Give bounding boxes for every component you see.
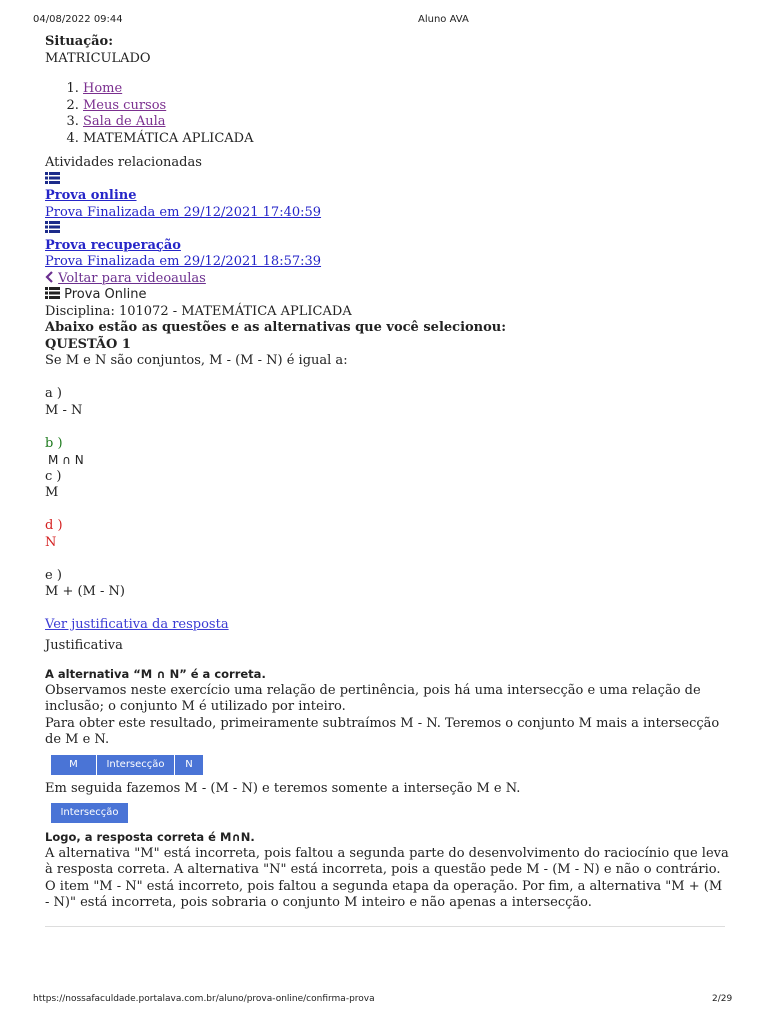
question-label: QUESTÃO 1 [45, 336, 131, 352]
divider [45, 926, 725, 927]
option-text: M [45, 485, 59, 500]
option-b [45, 436, 730, 469]
breadcrumb-current: 4. MATEMÁTICA APLICADA [83, 131, 730, 148]
back-to-videos-link[interactable]: Voltar para videoaulas [58, 270, 206, 286]
breadcrumb-item [83, 98, 730, 115]
chevron-left-icon [45, 271, 54, 283]
activity-title-link[interactable]: Prova recuperação [45, 237, 181, 253]
activity-status-link[interactable]: Prova Finalizada em 29/12/2021 17:40:59 [45, 204, 322, 220]
option-letter: d ) [45, 518, 63, 533]
print-title: Aluno AVA [418, 14, 469, 25]
diagram-segment-m: M [51, 755, 97, 775]
list-icon [45, 172, 60, 184]
print-date: 04/08/2022 09:44 [33, 14, 123, 25]
diagram-segment-intersection: Intersecção [51, 803, 128, 823]
option-text: M - N [45, 402, 83, 418]
option-a [45, 386, 730, 419]
list-icon [45, 287, 60, 299]
option-letter: c ) [45, 468, 62, 484]
diagram-segment-intersection: Intersecção [97, 755, 175, 775]
option-d [45, 518, 730, 551]
back-link-row [45, 271, 730, 288]
exam-title-row [45, 287, 730, 304]
option-text: N [45, 534, 57, 550]
situacao-value: MATRICULADO [45, 50, 151, 66]
justification-paragraph: Observamos neste exercício uma relação de pertinência, pois há uma intersecção e uma relação de inclusão; o conjunto M é utilizado por inteiro. [45, 682, 701, 714]
set-diagram [51, 755, 730, 775]
option-letter: e ) [45, 567, 62, 583]
breadcrumb-courses-link[interactable]: Meus cursos [83, 97, 167, 113]
exam-title: Prova Online [64, 287, 147, 302]
justification-paragraph: Para obter este resultado, primeiramente subtraímos M - N. Teremos o conjunto M mais a intersecção de M e N. [45, 715, 720, 747]
activity-title-link[interactable]: Prova online [45, 188, 137, 203]
breadcrumb-home-link[interactable]: Home [83, 81, 123, 96]
justification-block [45, 666, 730, 912]
breadcrumb-item [83, 114, 730, 131]
intersection-diagram [51, 803, 730, 823]
show-justification-link[interactable]: Ver justificativa da resposta [45, 617, 229, 632]
print-url: https://nossafaculdade.portalava.com.br/aluno/prova-online/confirma-prova [33, 994, 375, 1004]
activity-item [45, 172, 730, 222]
print-page-number: 2/29 [712, 994, 733, 1004]
justification-paragraph: Em seguida fazemos M - (M - N) e teremos somente a interseção M e N. [45, 780, 521, 796]
breadcrumb-item [83, 81, 730, 98]
exam-intro: Abaixo estão as questões e as alternativas que você selecionou: [45, 320, 507, 335]
conclusion: Logo, a resposta correta é M∩N. [45, 830, 255, 844]
option-letter: a ) [45, 386, 62, 401]
option-letter: b ) [45, 435, 63, 451]
justification-paragraph: A alternativa "M" está incorreta, pois faltou a segunda parte do desenvolvimento do raciocínio que leva à resposta correta. A alternativa "N" está incorreta, pois a questão pede M - (M - N) e não o contrário. O item "M - N" está incorreto, pois faltou a segunda etapa da operação. Por fim, a alternativa "M + (M - N)" está incorreta, pois sobraria o conjunto M inteiro e não apenas a intersecção. [45, 845, 729, 910]
main-content [45, 34, 730, 927]
correct-statement: A alternativa “M ∩ N” é a correta. [45, 667, 266, 681]
option-text: M + (M - N) [45, 584, 125, 599]
option-text: M ∩ N [48, 453, 84, 467]
justification-heading: Justificativa [45, 637, 123, 653]
diagram-segment-n: N [175, 755, 203, 775]
situacao-label: Situação: [45, 34, 114, 49]
discipline: Disciplina: 101072 - MATEMÁTICA APLICADA [45, 303, 352, 319]
question-text: Se M e N são conjuntos, M - (M - N) é igual a: [45, 353, 348, 368]
list-icon [45, 221, 60, 233]
breadcrumb-classroom-link[interactable]: Sala de Aula [83, 114, 166, 129]
option-c [45, 469, 730, 502]
option-e [45, 568, 730, 601]
activity-item [45, 221, 730, 271]
activities-heading: Atividades relacionadas [45, 155, 202, 170]
activity-status-link[interactable]: Prova Finalizada em 29/12/2021 18:57:39 [45, 254, 322, 269]
breadcrumb [45, 81, 730, 147]
